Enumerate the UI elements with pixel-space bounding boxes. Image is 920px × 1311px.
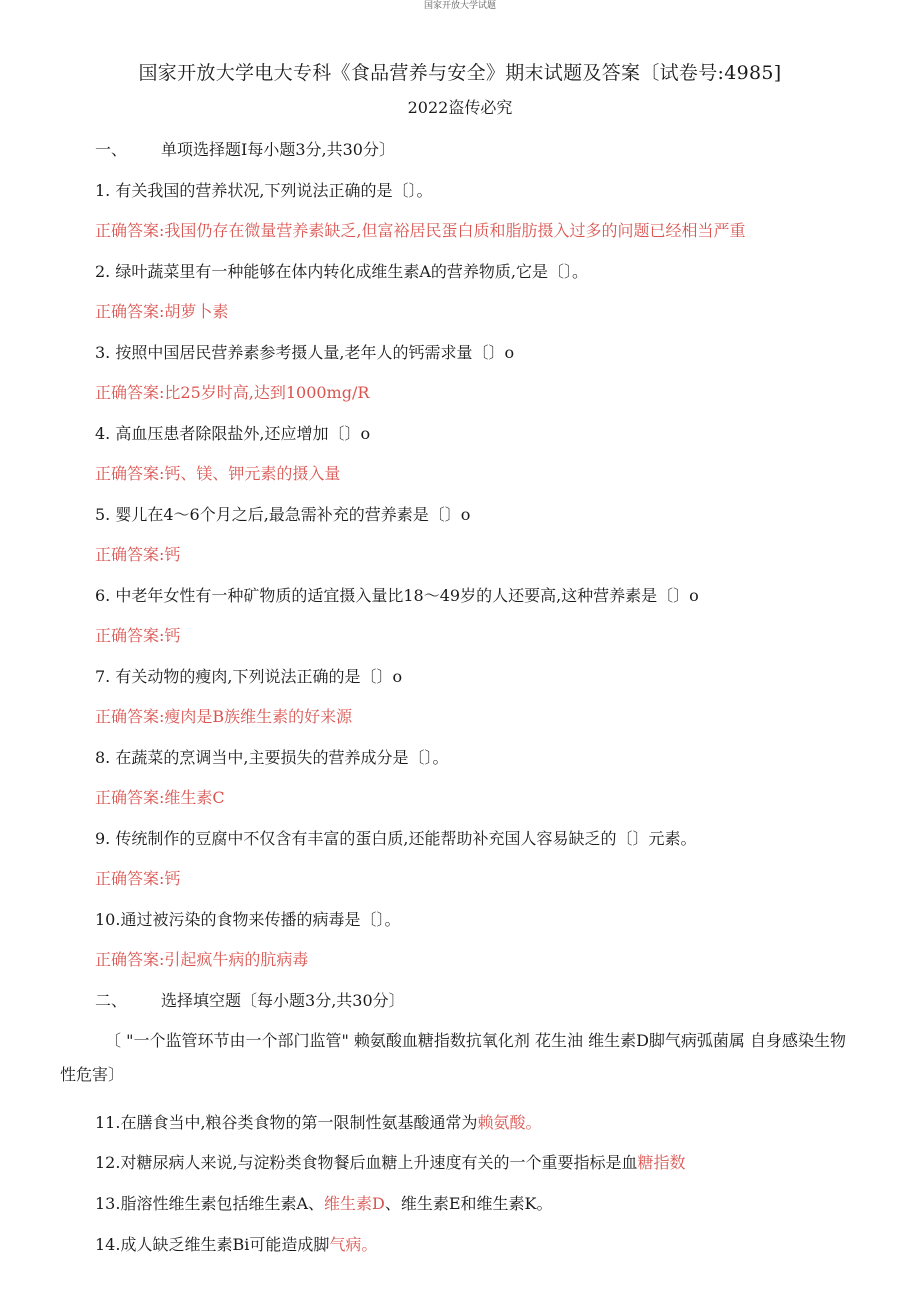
question-3: 3. 按照中国居民营养素参考摄人量,老年人的钙需求量〔〕o (95, 343, 515, 362)
question-7: 7. 有关动物的瘦肉,下列说法正确的是〔〕o (95, 667, 403, 686)
answer-2: 正确答案:胡萝卜素 (95, 302, 229, 321)
question-1: 1. 有关我国的营养状况,下列说法正确的是〔〕。 (95, 181, 433, 200)
word-bank (60, 1024, 860, 1092)
fill-13-text: 13.脂溶性维生素包括维生素A、 (95, 1194, 325, 1213)
answer-3: 正确答案:比25岁时高,达到1000mg/R (95, 383, 370, 402)
fill-11-text: 11.在膳食当中,粮谷类食物的第一限制性氨基酸通常为 (95, 1113, 478, 1132)
fill-12-text: 12.对糖尿病人来说,与淀粉类食物餐后血糖上升速度有关的一个重要指标是血 (95, 1153, 638, 1172)
answer-8: 正确答案:维生素C (95, 788, 225, 807)
section-1-heading (95, 139, 395, 161)
fill-question-13 (95, 1193, 553, 1215)
word-bank-text: 〔 "一个监管环节由一个部门监管" 赖氨酸血糖指数抗氧化剂 花生油 维生素D脚气病弧菌属 自身感染生物性危害〕 (60, 1031, 846, 1084)
answer-1: 正确答案:我国仍存在微量营养素缺乏,但富裕居民蛋白质和脂肪摄入过多的问题已经相当严重 (95, 221, 746, 240)
fill-13-answer: 维生素D (324, 1194, 385, 1213)
section-2-label: 二、 (95, 991, 128, 1010)
question-2: 2. 绿叶蔬菜里有一种能够在体内转化成维生素A的营养物质,它是〔〕。 (95, 262, 588, 281)
section-2-title: 选择填空题〔每小题3分,共30分〕 (161, 991, 405, 1010)
answer-10: 正确答案:引起疯牛病的肮病毒 (95, 950, 309, 969)
question-6: 6. 中老年女性有一种矿物质的适宜摄入量比18〜49岁的人还要高,这种营养素是〔〕o (95, 586, 699, 605)
fill-question-12 (95, 1152, 686, 1174)
answer-6: 正确答案:钙 (95, 626, 181, 645)
question-4: 4. 高血压患者除限盐外,还应增加〔〕o (95, 424, 371, 443)
question-8: 8. 在蔬菜的烹调当中,主要损失的营养成分是〔〕。 (95, 748, 449, 767)
fill-12-answer: 糖指数 (637, 1153, 686, 1172)
fill-14-text: 14.成人缺乏维生素Bi可能造成脚 (95, 1235, 330, 1254)
question-10: 10.通过被污染的食物来传播的病毒是〔〕。 (95, 910, 401, 929)
page-header: 国家开放大学试题 (423, 1, 496, 11)
section-2-heading (95, 990, 405, 1012)
question-9: 9. 传统制作的豆腐中不仅含有丰富的蛋白质,还能帮助补充国人容易缺乏的〔〕元素。 (95, 829, 697, 848)
question-5: 5. 婴儿在4〜6个月之后,最急需补充的营养素是〔〕o (95, 505, 471, 524)
page-title: 国家开放大学电大专科《食品营养与安全》期末试题及答案〔试卷号:4985] (138, 62, 782, 84)
answer-7: 正确答案:瘦肉是B族维生素的好来源 (95, 707, 353, 726)
section-1-title: 单项选择题I每小题3分,共30分〕 (161, 140, 395, 159)
fill-question-14 (95, 1234, 377, 1256)
fill-14-answer: 气病。 (329, 1235, 378, 1254)
answer-5: 正确答案:钙 (95, 545, 181, 564)
page-subtitle: 2022盗传必究 (407, 98, 513, 117)
fill-question-11 (95, 1112, 542, 1134)
section-1-label: 一、 (95, 140, 128, 159)
answer-9: 正确答案:钙 (95, 869, 181, 888)
fill-13-tail: 、维生素E和维生素K。 (384, 1194, 553, 1213)
fill-11-answer: 赖氨酸。 (477, 1113, 542, 1132)
answer-4: 正确答案:钙、镁、钾元素的摄入量 (95, 464, 341, 483)
